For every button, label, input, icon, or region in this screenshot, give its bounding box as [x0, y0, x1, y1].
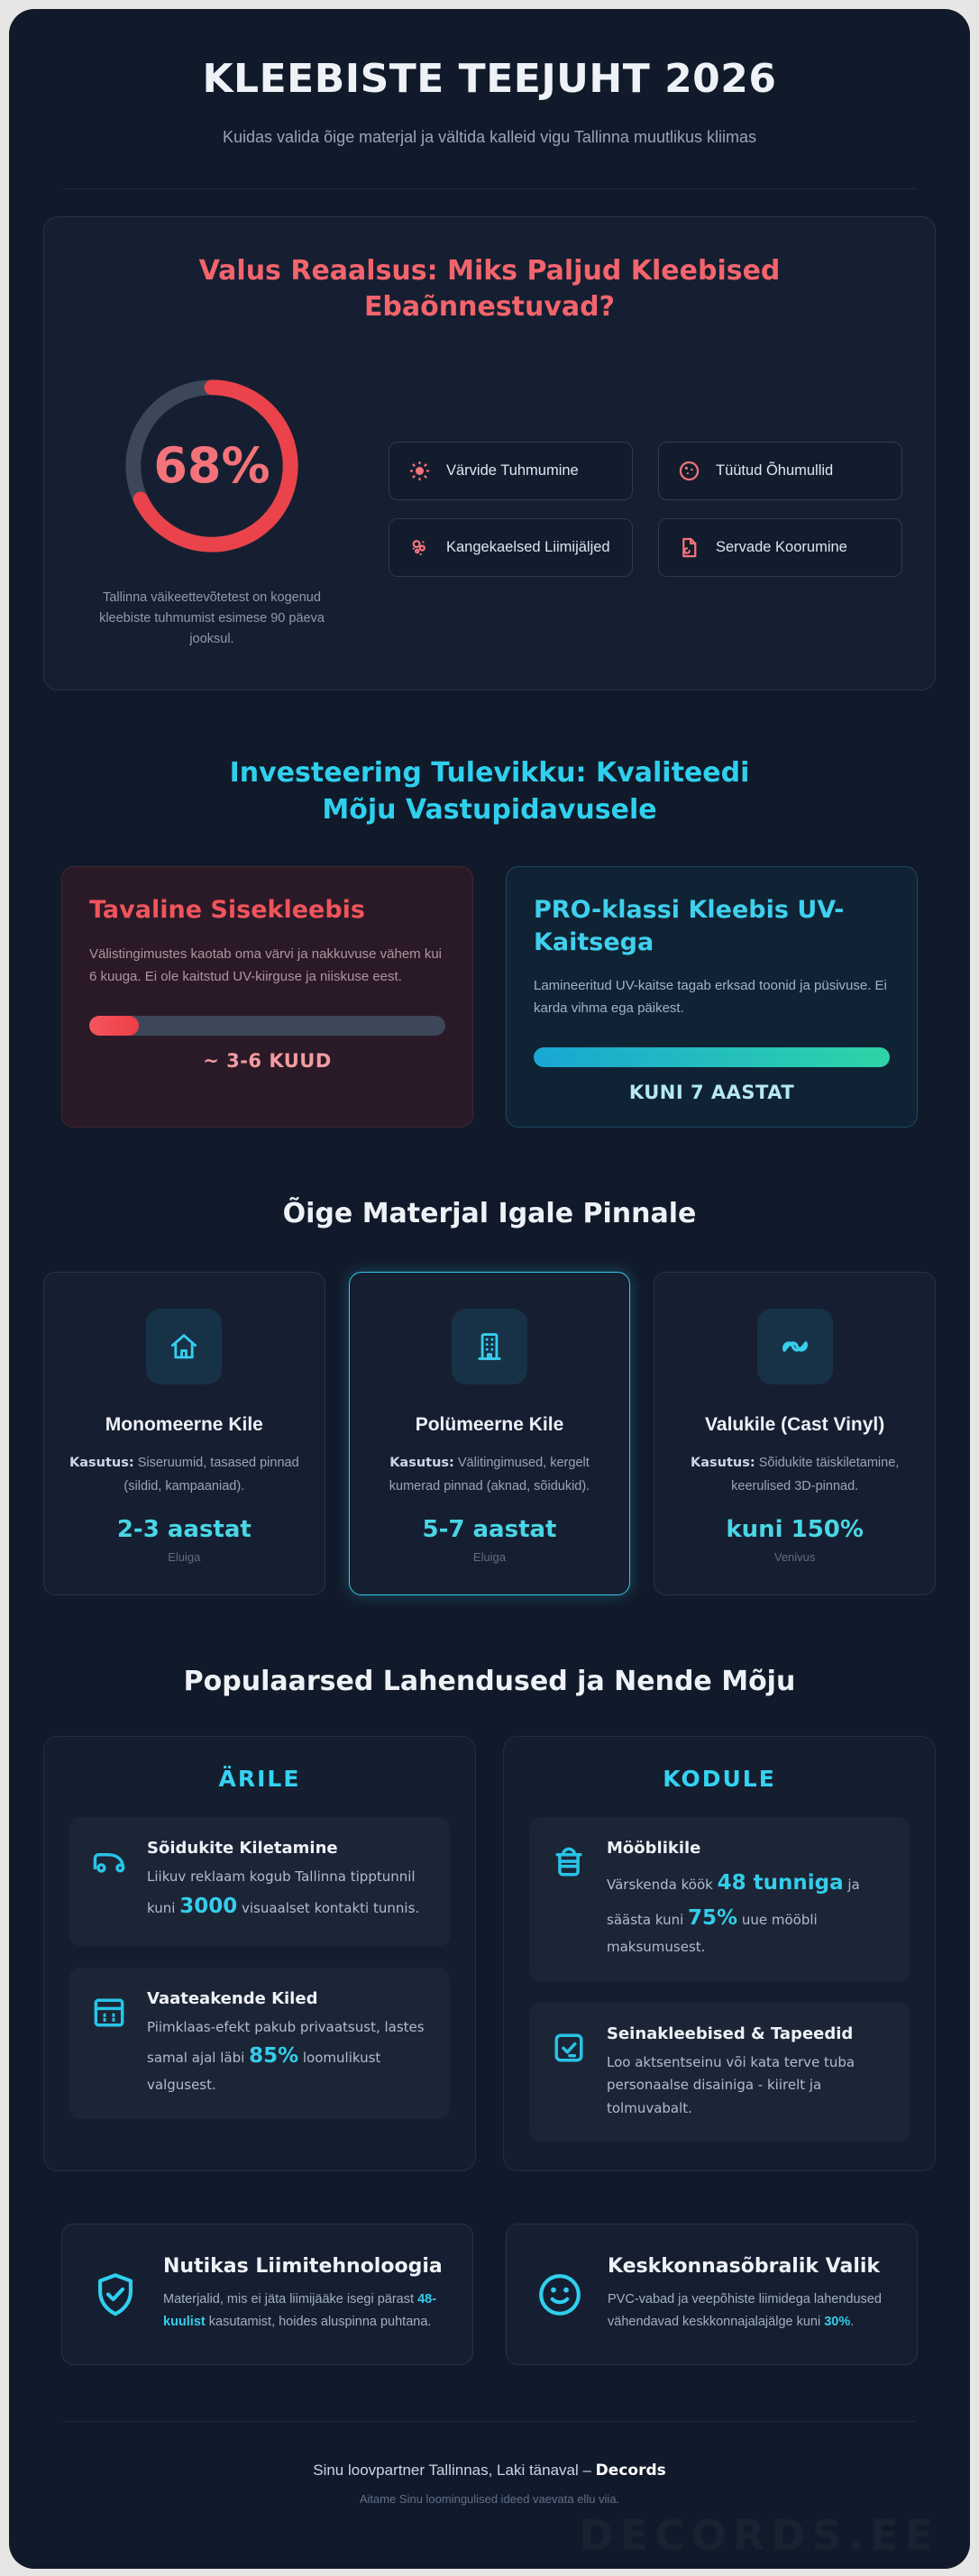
material-value: kuni 150%	[726, 1515, 864, 1543]
solution-item-vehicle-wrap	[69, 1817, 450, 1946]
material-value: 5-7 aastat	[422, 1515, 557, 1543]
stat-value: 48 tunniga	[717, 1871, 844, 1895]
donut-column	[77, 368, 347, 651]
vinyl-wave-icon	[757, 1309, 833, 1384]
sun-icon	[407, 459, 432, 483]
material-usage	[66, 1451, 303, 1498]
footer-divider	[63, 2421, 916, 2422]
material-title: Valukile (Cast Vinyl)	[705, 1414, 885, 1436]
feature-text	[608, 2288, 890, 2333]
text-part: uue mööbli maksumusest.	[607, 1912, 818, 1956]
text-part: visuaalset kontakti tunnis.	[237, 1899, 420, 1916]
material-usage	[371, 1451, 608, 1498]
problem-label: Värvide Tuhmumine	[446, 462, 579, 480]
solution-item-text	[607, 2051, 890, 2121]
material-title: Monomeerne Kile	[105, 1414, 263, 1436]
peeling-corner-icon	[677, 535, 701, 560]
pro-card-title: PRO-klassi Kleebis UV-Kaitsega	[534, 896, 845, 956]
footer	[43, 2462, 936, 2506]
materials-title: Õige Materjal Igale Pinnale	[282, 1197, 697, 1229]
wall-check-icon	[549, 2024, 589, 2121]
donut-value: 68%	[153, 437, 270, 495]
text-part: Liikuv reklaam kogub Tallinna tipptunnil kuni	[147, 1868, 416, 1916]
standard-bar-track	[89, 1016, 445, 1036]
feature-body	[608, 2255, 890, 2333]
text-part: kasutamist, hoides aluspinna puhtana.	[205, 2315, 432, 2330]
solution-item-furniture-film	[529, 1817, 910, 1981]
problem-box-fading	[389, 442, 633, 500]
usage-label: Kasutus:	[691, 1455, 755, 1470]
durability-cards	[61, 866, 918, 1127]
usage-text: Välitingimused, kergelt kumerad pinnad (aknad, sõidukid).	[389, 1455, 590, 1494]
footer-line1	[43, 2462, 936, 2480]
stat-value: 75%	[688, 1906, 738, 1931]
brand-name: Decords	[595, 2461, 666, 2480]
solution-item-text	[147, 2016, 430, 2097]
problems-section	[43, 216, 936, 691]
materials-cards	[43, 1272, 936, 1595]
donut-chart	[114, 368, 310, 564]
pro-bar-fill	[534, 1047, 890, 1067]
problems-content	[77, 368, 902, 651]
solution-item-body	[147, 1839, 430, 1924]
text-part: .	[850, 2315, 855, 2330]
infographic-page	[9, 9, 970, 2569]
solution-item-window-films	[69, 1968, 450, 2119]
feature-body	[163, 2255, 445, 2333]
problem-box-glue	[389, 518, 633, 577]
solution-item-wall-decals	[529, 2003, 910, 2142]
solution-item-body	[147, 1989, 430, 2097]
solution-item-title: Vaateakende Kiled	[147, 1988, 318, 2008]
usage-label: Kasutus:	[389, 1455, 454, 1470]
feature-cards	[61, 2224, 918, 2364]
text-part: Loo aktsentseinu või kata terve tuba personaalse disainiga - kiirelt ja tolmuvabalt.	[607, 2053, 855, 2116]
solution-item-body	[607, 1839, 890, 1959]
feature-card-adhesive	[61, 2224, 473, 2364]
solution-item-title: Sõidukite Kiletamine	[147, 1839, 338, 1859]
highlight-value: 48-kuulist	[163, 2292, 437, 2330]
usage-text: Sõidukite täiskiletamine, keerulised 3D-pinnad.	[731, 1455, 900, 1494]
home-column-title: KODULE	[663, 1766, 776, 1793]
material-value: 2-3 aastat	[116, 1515, 252, 1543]
feature-title: Nutikas Liimitehnoloogia	[163, 2255, 443, 2279]
solution-item-body	[607, 2024, 890, 2121]
usage-label: Kasutus:	[69, 1455, 134, 1470]
house-icon	[146, 1309, 222, 1384]
text-part: Värskenda köök	[607, 1877, 718, 1894]
building-icon	[452, 1309, 527, 1384]
text-part: loomulikust valgusest.	[147, 2050, 381, 2094]
van-icon	[89, 1839, 129, 1924]
material-metric: Eluiga	[472, 1549, 507, 1564]
standard-card-title: Tavaline Sisekleebis	[89, 896, 365, 925]
watermark	[579, 2511, 939, 2560]
material-title: Polümeerne Kile	[415, 1414, 564, 1436]
header	[43, 56, 936, 189]
page-subtitle: Kuidas valida õige materjal ja vältida kalleid vigu Tallinna muutlikus kliimas	[223, 128, 756, 146]
smiley-icon	[534, 2269, 586, 2321]
shield-check-icon	[89, 2269, 142, 2321]
footer-tagline: Aitame Sinu loomingulised ideed vaevata ellu viia.	[359, 2491, 620, 2506]
pro-bar-label: KUNI 7 AASTAT	[628, 1081, 795, 1103]
feature-title: Keskkonnasõbralik Valik	[608, 2255, 881, 2279]
pro-card-description: Lamineeritud UV-kaitse tagab erksad toonid ja püsivuse. Ei karda vihma ega päikest.	[534, 977, 887, 1017]
solution-item-title: Seinakleebised & Tapeedid	[607, 2023, 854, 2043]
pro-sticker-card	[506, 866, 918, 1127]
header-divider	[63, 188, 916, 189]
material-metric: Eluiga	[168, 1549, 201, 1564]
page-title: KLEEBISTE TEEJUHT 2026	[202, 56, 777, 102]
text-part: ja säästa kuni	[607, 1877, 860, 1929]
furniture-icon	[549, 1839, 589, 1959]
solution-item-text	[147, 1866, 430, 1924]
solution-item-text	[607, 1866, 890, 1959]
problem-box-peeling	[658, 518, 902, 577]
business-column-title: ÄRILE	[218, 1766, 301, 1793]
text-part: Piimklaas-efekt pakub privaatsust, lastes samal ajal läbi	[147, 2018, 425, 2067]
standard-bar-fill	[89, 1016, 139, 1036]
donut-caption: Tallinna väikeettevõtetest on kogenud kleebiste tuhmumist esimese 90 päeva jooksul.	[99, 589, 325, 647]
solution-item-title: Mööblikile	[607, 1839, 701, 1859]
text-part: Sinu loovpartner Tallinnas, Laki tänaval –	[313, 2461, 596, 2479]
window-icon	[89, 1989, 129, 2097]
standard-bar-label: ~ 3-6 KUUD	[203, 1049, 332, 1072]
stat-value: 3000	[179, 1894, 238, 1918]
stat-value: 85%	[249, 2044, 299, 2069]
durability-title: Investeering Tulevikku: Kvaliteedi Mõju Vastupidavusele	[229, 757, 750, 826]
problem-label: Servade Koorumine	[716, 539, 847, 556]
business-column	[43, 1736, 476, 2171]
problem-box-bubbles	[658, 442, 902, 500]
smudge-icon	[407, 535, 432, 560]
solutions-columns	[43, 1736, 936, 2171]
material-card-polymeric	[349, 1272, 631, 1595]
usage-text: Siseruumid, tasased pinnad (sildid, kampaaniad).	[124, 1455, 299, 1494]
material-card-cast-vinyl	[654, 1272, 936, 1595]
material-card-monomeric	[43, 1272, 325, 1595]
problems-title: Valus Reaalsus: Miks Paljud Kleebised Ebaõnnestuvad?	[198, 254, 781, 324]
bubbles-icon	[677, 459, 701, 483]
material-metric: Venivus	[773, 1549, 816, 1564]
text-part: PVC-vabad ja veepõhiste liimidega lahendused vähendavad keskkonnajalajälge kuni	[608, 2292, 882, 2330]
standard-card-description: Välistingimustes kaotab oma värvi ja nakkuvuse vähem kui 6 kuuga. Ei ole kaitstud UV-kiirguse ja niiskuse eest.	[89, 945, 443, 985]
solutions-title: Populaarsed Lahendused ja Nende Mõju	[183, 1665, 796, 1697]
highlight-value: 30%	[824, 2315, 851, 2330]
standard-sticker-card	[61, 866, 473, 1127]
pro-bar-track	[534, 1047, 890, 1067]
home-column	[503, 1736, 936, 2171]
feature-card-eco	[506, 2224, 918, 2364]
text-part: Materjalid, mis ei jäta liimijääke isegi pärast	[163, 2292, 418, 2307]
problem-grid	[389, 442, 902, 577]
feature-text	[163, 2288, 445, 2333]
problem-label: Kangekaelsed Liimijäljed	[446, 539, 610, 556]
problem-label: Tüütud Õhumullid	[716, 462, 834, 480]
material-usage	[676, 1451, 913, 1498]
